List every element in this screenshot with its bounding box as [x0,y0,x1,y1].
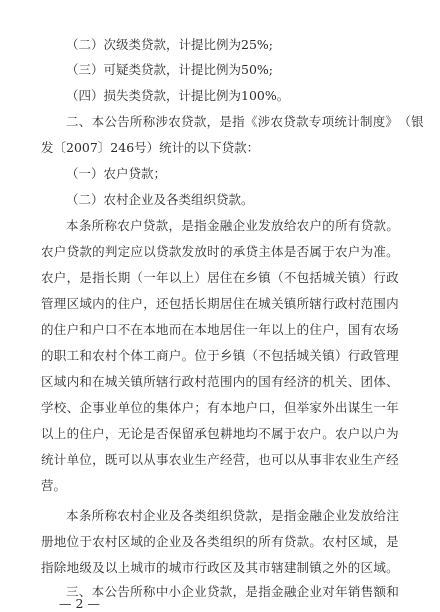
text-line: 二 、 本 公 告 所 称 涉 农 贷 款 ， 是 指 《 涉 农 贷 款 专 项 统 计 制 度 》 （ 银 [66,114,424,129]
text-line: 三 、 本 公 告 所 称 中 小 企 业 贷 款 ， 是 指 金 融 企 业 对 年 销 售 额 和 [66,584,399,599]
text-line: （一）农户贷款； [66,166,167,181]
text-line: 管 理 区 域 内 的 住 户 ， 还 包 括 长 期 居 住 在 城 关 镇 所 辖 行 政 村 范 围 内 [41,296,399,311]
text-line: 营。 [41,478,67,493]
text-line: （四）损失类贷款，计提比例为100%。 [66,88,290,103]
page-number: — 2 — [59,596,100,611]
text-line: 的 职 工 和 农 村 个 体 工 商 户 。 位 于 乡 镇 （ 不 包 括 城 关 镇 ） 行 政 管 理 [41,348,399,363]
text-line: 本 条 所 称 农 村 企 业 及 各 类 组 织 贷 款 ， 是 指 金 融 企 业 发 放 给 注 [66,508,399,523]
text-line: 册 地 位 于 农 村 区 域 的 企 业 及 各 类 组 织 的 所 有 贷 款 。 农 村 区 域 ， 是 [41,534,399,549]
text-line: 的 住 户 和 户 口 不 在 本 地 而 在 本 地 居 住 一 年 以 上 的 住 户 ， 国 有 农 场 [41,322,399,337]
text-line: （二）次级类贷款，计提比例为25%; [66,37,273,52]
text-line: 区 域 内 和 在 城 关 镇 所 辖 行 政 村 范 围 内 的 国 有 经 济 的 机 关 、 团 体 、 [41,374,399,389]
text-line: 学 校 、 企 事 业 单 位 的 集 体 户 ； 有 本 地 户 口 ， 但 举 家 外 出 谋 生 一 年 [41,400,399,415]
text-line: 本 条 所 称 农 户 贷 款 ， 是 指 金 融 企 业 发 放 给 农 户 的 所 有 贷 款 。 [66,218,399,233]
text-line: （三）可疑类贷款，计提比例为50%; [66,62,273,77]
text-line: 农 户 贷 款 的 判 定 应 以 贷 款 发 放 时 的 承 贷 主 体 是 否 属 于 农 户 为 准 。 [41,244,399,259]
text-line: 农 户 ， 是 指 长 期 （ 一 年 以 上 ） 居 住 在 乡 镇 （ 不 包 括 城 关 镇 ） 行 政 [41,270,399,285]
text-line: 指 除 地 级 及 以 上 城 市 的 城 市 行 政 区 及 其 市 辖 建 制 镇 之 外 的 区 域 。 [41,560,399,575]
text-line: （二）农村企业及各类组织贷款。 [66,192,254,207]
text-line: 统 计 单 位 ， 既 可 以 从 事 农 业 生 产 经 营 ， 也 可 以 从 事 非 农 业 生 产 经 [41,452,399,467]
text-line: 发〔2007〕246号）统计的以下贷款： [41,140,260,155]
text-line: 以 上 的 住 户 ， 无 论 是 否 保 留 承 包 耕 地 均 不 属 于 农 户 。 农 户 以 户 为 [41,426,399,441]
